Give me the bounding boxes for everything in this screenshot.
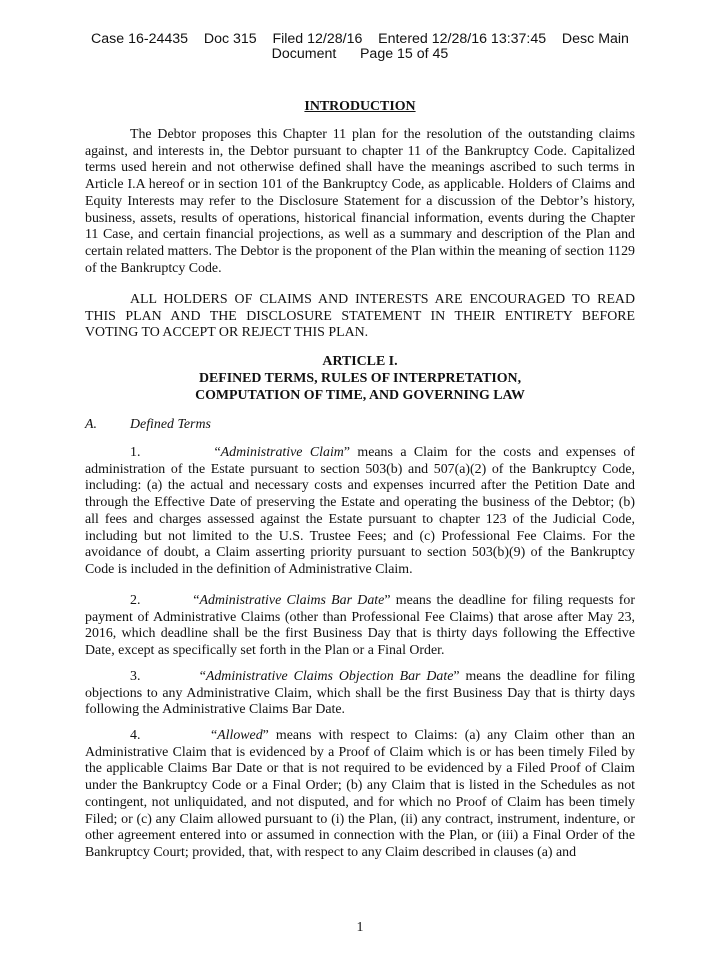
definition-text: means a Claim for the costs and expenses of administration of the Estate pursuant to section 503(b) and 507(a)(2) of the Bankruptcy Code, including: (a) the actual and necessary costs and expenses incurred after the Petition Date and through the Effective Date of preserving the Estate and operating the business of the Debtor; (b) all fees and charges assessed against the Estate pursuant to chapter 123 of the Judicial Code, including but not limited to the U.S. Trustee Fees; and (c) Professional Fee Claims. For the avoidance of doubt, a Claim asserting priority pursuant to section 503(b)(9) of the Bankruptcy Code is included in the definition of Administrative Claim.	[85, 445, 636, 577]
article-title-line2: COMPUTATION OF TIME, AND GOVERNING LAW	[195, 388, 525, 403]
section-title: Defined Terms	[130, 417, 211, 432]
definition-number: 3.	[130, 669, 141, 684]
page-number: 1	[356, 920, 364, 935]
definition-paragraph: 1. “Administrative Claim” means a Claim for the costs and expenses of administration of the Estate pursuant to section 503(b) and 507(a)(2) of the Bankruptcy Code, including: (a) the actual and necessary costs and expenses incurred after the Petition Date and through the Effective Date of preserving the Estate and operating the business of the Debtor; (b) all fees and charges assessed against the Estate pursuant to chapter 123 of the Judicial Code, including but not limited to the U.S. Trustee Fees; and (c) Professional Fee Claims. For the avoidance of doubt, a Claim asserting priority pursuant to section 503(b)(9) of the Bankruptcy Code is included in the definition of Administrative Claim.	[85, 445, 636, 577]
definition-number: 4.	[130, 728, 141, 743]
definition-term: Allowed	[217, 728, 263, 743]
section-heading	[85, 417, 211, 433]
definition-paragraph: 2. “Administrative Claims Bar Date” means the deadline for filing requests for payment of Administrative Claims (other than Professional Fee Claims) that arose after May 23, 2016, which deadline shall be the first Business Day that is thirty days following the Effective Date, except as specifically set forth in the Plan or a Final Order.	[85, 593, 635, 659]
definition-text: means the deadline for filing requests for payment of Administrative Claims (other than Professional Fee Claims) that arose after May 23, 2016, which deadline shall be the first Business Day that is thirty days following the Effective Date, except as specifically set forth in the Plan or a Final Order.	[85, 593, 635, 659]
section-letter: A.	[85, 417, 97, 432]
definition-number: 2.	[130, 593, 141, 608]
case-header-line1: Case 16-24435 Doc 315 Filed 12/28/16 Entered 12/28/16 13:37:45 Desc Main	[91, 31, 629, 47]
article-title-line1: DEFINED TERMS, RULES OF INTERPRETATION,	[198, 371, 522, 386]
article-number: ARTICLE I.	[322, 354, 398, 369]
introduction-title: INTRODUCTION	[304, 99, 416, 114]
case-header-line2: Document Page 15 of 45	[271, 46, 449, 62]
definition-paragraph: 4. “Allowed” means with respect to Claims: (a) any Claim other than an Administrative Claim that is evidenced by a Proof of Claim which is or has been timely Filed by the applicable Claims Bar Date or that is not required to be evidenced by a Filed Proof of Claim under the Bankruptcy Code or a Final Order; (b) any Claim that is listed in the Schedules as not contingent, not unliquidated, and not disputed, and for which no Proof of Claim has been timely Filed; or (c) any Claim allowed pursuant to (i) the Plan, (ii) any contract, instrument, indenture, or other agreement entered into or assumed in connection with the Plan, or (iii) a Final Order of the Bankruptcy Court; provided, that, with respect to any Claim described in clauses (a) and	[85, 728, 635, 860]
definition-term: Administrative Claim	[220, 445, 344, 460]
notice-paragraph: ALL HOLDERS OF CLAIMS AND INTERESTS ARE ENCOURAGED TO READ THIS PLAN AND THE DISCLOSURE STATEMENT IN THEIR ENTIRETY BEFORE VOTING TO ACCEPT OR REJECT THIS PLAN.	[85, 292, 635, 341]
definition-paragraph: 3. “Administrative Claims Objection Bar Date” means the deadline for filing objections to any Administrative Claim, which shall be the first Business Day that is thirty days following the Administrative Claims Bar Date.	[85, 669, 635, 718]
definition-text: means with respect to Claims: (a) any Claim other than an Administrative Claim that is evidenced by a Proof of Claim which is or has been timely Filed by the applicable Claims Bar Date or that is not required to be evidenced by a Filed Proof of Claim under the Bankruptcy Code or a Final Order; (b) any Claim that is listed in the Schedules as not contingent, not unliquidated, and not disputed, and for which no Proof of Claim has been timely Filed; or (c) any Claim allowed pursuant to (i) the Plan, (ii) any contract, instrument, indenture, or other agreement entered into or assumed in connection with the Plan, or (iii) a Final Order of the Bankruptcy Court; provided, that, with respect to any Claim described in clauses (a) and	[85, 728, 635, 860]
definition-term: Administrative Claims Bar Date	[199, 593, 385, 608]
definition-number: 1.	[130, 445, 141, 460]
definition-term: Administrative Claims Objection Bar Date	[205, 669, 454, 684]
definition-text: means the deadline for filing objections to any Administrative Claim, which shall be the first Business Day that is thirty days following the Administrative Claims Bar Date.	[85, 669, 635, 718]
introduction-paragraph: The Debtor proposes this Chapter 11 plan for the resolution of the outstanding claims against, and interests in, the Debtor pursuant to chapter 11 of the Bankruptcy Code. Capitalized terms used herein and not otherwise defined shall have the meanings ascribed to such terms in Article I.A hereof or in section 101 of the Bankruptcy Code, as applicable. Holders of Claims and Equity Interests may refer to the Disclosure Statement for a discussion of the Debtor’s history, business, assets, results of operations, historical financial information, events during the Chapter 11 Case, and certain financial projections, as well as a summary and description of the Plan and certain related matters. The Debtor is the proponent of the Plan within the meaning of section 1129 of the Bankruptcy Code.	[85, 127, 635, 276]
